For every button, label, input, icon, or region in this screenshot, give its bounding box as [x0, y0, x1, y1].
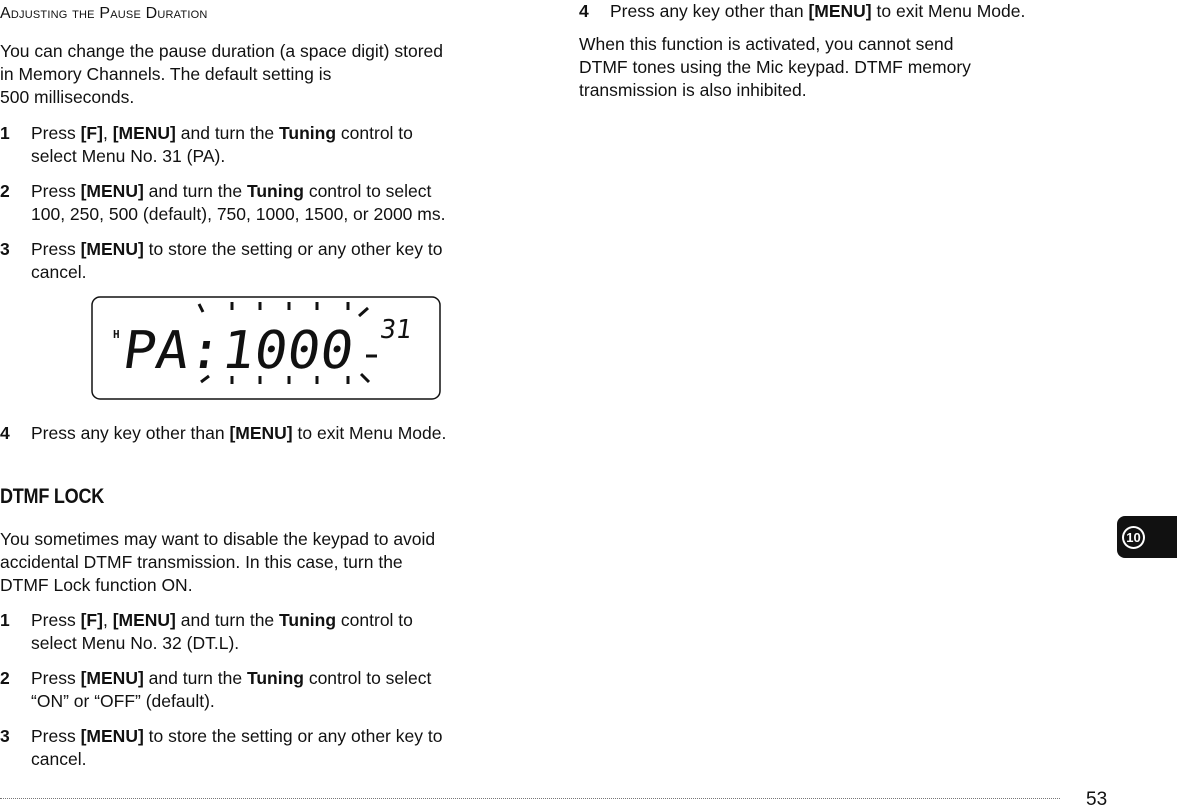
step-number: 1: [0, 123, 10, 143]
text-run: select Menu No. 31 (PA).: [31, 146, 226, 166]
intro-line: accidental DTMF transmission. In this case, turn the: [0, 552, 403, 572]
text-run: and turn the: [143, 181, 247, 201]
step-number: 2: [0, 668, 10, 688]
text-run: and turn the: [175, 123, 280, 143]
key-label: [MENU]: [112, 123, 176, 143]
key-label: [MENU]: [80, 181, 144, 201]
key-label: [MENU]: [80, 726, 144, 746]
lcd-menu-number: 31: [378, 315, 414, 345]
text-run: control to select: [303, 668, 432, 688]
text-run: Press: [31, 610, 81, 630]
text-run: control to: [336, 610, 413, 630]
intro-line: DTMF Lock function ON.: [0, 575, 193, 595]
text-run: “ON” or “OFF” (default).: [31, 691, 215, 711]
key-label: Tuning: [246, 181, 304, 201]
section-heading-dtmf-lock: DTMF LOCK: [0, 485, 105, 508]
lcd-display-illustration: [91, 296, 441, 400]
dtmf-intro-paragraph: [0, 528, 530, 597]
intro-line: You sometimes may want to disable the keypad to avoid: [0, 529, 436, 549]
section-heading-pause-duration: Adjusting the Pause Duration: [0, 5, 208, 22]
text-run: to exit Menu Mode.: [292, 423, 447, 443]
key-label: [F]: [80, 123, 103, 143]
key-label: [F]: [80, 610, 103, 630]
text-run: 100, 250, 500 (default), 750, 1000, 1500, or 2000 ms.: [31, 204, 446, 224]
key-label: Tuning: [246, 668, 304, 688]
text-run: to exit Menu Mode.: [871, 1, 1026, 21]
text-run: Press: [31, 726, 81, 746]
note-line: transmission is also inhibited.: [579, 80, 807, 100]
step-number: 1: [0, 610, 10, 630]
step-number: 2: [0, 181, 10, 201]
step-number: 3: [0, 726, 10, 746]
chapter-number: 10: [1124, 528, 1143, 547]
dtmf-note-paragraph: [579, 33, 1109, 102]
key-label: [MENU]: [80, 239, 144, 259]
lcd-indicator: H: [113, 328, 120, 341]
step-text: [610, 0, 1110, 23]
text-run: Press: [31, 181, 81, 201]
intro-line: You can change the pause duration (a space digit) stored: [0, 41, 443, 61]
intro-paragraph: [0, 40, 530, 109]
key-label: Tuning: [279, 610, 337, 630]
step-text: [31, 422, 531, 445]
text-run: cancel.: [31, 749, 87, 769]
text-run: ,: [102, 610, 113, 630]
key-label: [MENU]: [229, 423, 293, 443]
text-run: Press any key other than: [31, 423, 230, 443]
step-number: 4: [0, 423, 10, 443]
step-text: [31, 667, 531, 713]
chapter-number-badge: [1122, 526, 1145, 549]
step-text: [31, 180, 531, 226]
intro-line: 500 milliseconds.: [0, 87, 135, 107]
text-run: Press any key other than: [610, 1, 809, 21]
step-text: [31, 609, 531, 655]
key-label: [MENU]: [80, 668, 144, 688]
text-run: ,: [102, 123, 113, 143]
text-run: select Menu No. 32 (DT.L).: [31, 633, 240, 653]
step-number: 4: [579, 1, 589, 21]
text-run: control to select: [303, 181, 432, 201]
text-run: and turn the: [175, 610, 280, 630]
chapter-tab: [1117, 516, 1177, 558]
step-text: [31, 725, 531, 771]
key-label: Tuning: [279, 123, 337, 143]
text-run: cancel.: [31, 262, 87, 282]
text-run: to store the setting or any other key to: [143, 726, 443, 746]
step-text: [31, 238, 531, 284]
note-line: When this function is activated, you cannot send: [579, 34, 954, 54]
page-number: 53: [1086, 789, 1108, 810]
text-run: Press: [31, 668, 81, 688]
note-line: DTMF tones using the Mic keypad. DTMF memory: [579, 57, 971, 77]
footer-dotted-rule: [0, 798, 1060, 799]
key-label: [MENU]: [808, 1, 872, 21]
text-run: to store the setting or any other key to: [143, 239, 443, 259]
step-text: [31, 122, 531, 168]
text-run: Press: [31, 123, 81, 143]
text-run: and turn the: [143, 668, 247, 688]
text-run: control to: [336, 123, 413, 143]
lcd-display-svg: [91, 296, 441, 400]
lcd-menu-text: PA:1000: [119, 321, 347, 381]
key-label: [MENU]: [112, 610, 176, 630]
text-run: Press: [31, 239, 81, 259]
step-number: 3: [0, 239, 10, 259]
intro-line: in Memory Channels. The default setting is: [0, 64, 332, 84]
